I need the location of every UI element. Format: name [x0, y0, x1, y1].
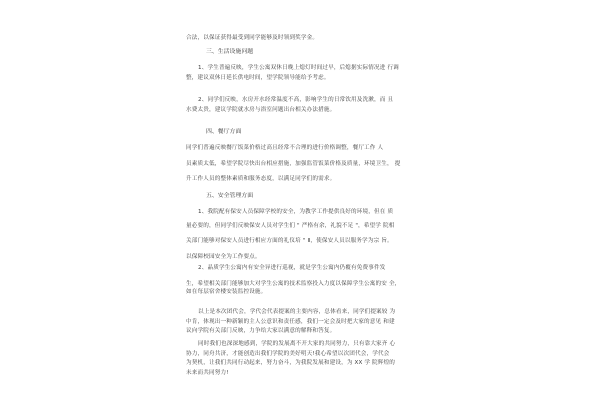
text-line: 升工作人员的整体素质和服务态度，以满足同学们的需求。 [186, 176, 336, 183]
text-line: 未来而共同努力! [186, 369, 229, 376]
text-line: 1、我院配有保安人员保障学校的安全，为教学工作提供良好的环境，但在 质 [198, 209, 394, 215]
text-line: 整，建议双休日延长供电时间，望学院领导能给予考虑。 [186, 74, 330, 81]
paragraph-5-1 [186, 208, 426, 262]
text-line: 以保障校园安全为工作要点。 [186, 253, 261, 260]
text-line: 合法，以保证获得最受到同学能够及时领到奖学金。 [186, 35, 319, 41]
text-line: 员素质太低，希望学院尽快出台相应措施，加强监管饭菜价格及质量，环境卫生， 提 [186, 160, 401, 167]
paragraph-continuation [186, 34, 426, 44]
text-line: 如在每层宿舍楼安装监控设施。 [186, 289, 267, 296]
paragraph-5-2 [186, 264, 426, 298]
text-line: 量必要的，但同学们反映保安人员对学生们 " 严格有余，礼貌不足 "，希望学 院相 [186, 222, 395, 229]
section-heading-4 [186, 128, 426, 138]
text-line: 同学们普遍反映餐厅饭菜价格过高且经常不合理的进行价格调整，餐厅工作 人 [186, 145, 384, 151]
heading-canteen: 四、餐厅方面 [206, 129, 242, 135]
paragraph-3-2 [186, 96, 426, 115]
paragraph-4 [186, 144, 426, 185]
text-line: 同时我们也深深地感到，学院的发展离不开大家的共同努力，只有靠大家齐 心 [198, 341, 396, 347]
text-line: 关部门能够对保安人员进行相应方面的礼仪培 " Ⅱ，使保安人员以服务学为宗 旨。 [186, 238, 393, 245]
section-heading-3 [186, 48, 426, 58]
text-line: 生，希望相关部门能够加大对学生公寓的技术监察投入力度以保障学生公寓的安 全， [186, 280, 401, 287]
text-line: 以上是本次团代会，学代会代表提案的主要内容，总体看来，同学们提案较 为 [198, 309, 396, 315]
text-line: 为契机，让我们共同行动起来，努力奋斗，为我院发展和建设，为 XX 学 院辉煌的 [186, 360, 396, 367]
text-line: 水费太贵，建议学院就水房与浴室问题出台相关办法措施。 [186, 106, 336, 113]
text-line: 议向学院有关部门反映，力争给大家以满意的解释和答复。 [186, 328, 336, 335]
text-line: 中肯，体现出一种新颖的主人公意识和责任感，我们一定会及时把大家的意见 和建 [186, 318, 395, 325]
heading-living-facilities: 三、生活设施问题 [206, 49, 254, 55]
section-heading-5 [186, 192, 426, 202]
text-line: 2、晶质学生公寓内有安全异进行巡视，就是学生公寓内仍覆有免费事件发 [198, 265, 386, 271]
text-line: 1、学生普遍反映，学生公寓双休日晚上熄灯时间过早，后熄据实际情况进 行调 [198, 65, 399, 71]
paragraph-closing [186, 340, 426, 378]
paragraph-summary [186, 308, 426, 337]
text-line: 2、同学们反映，水房开水经常温度不高，影响学生的日常饮用及洗漱，而 且 [198, 97, 394, 103]
paragraph-3-1 [186, 64, 426, 83]
heading-safety: 五、安全管理方面 [206, 193, 254, 199]
text-line: 协力，同舟共济，才能创造出我们学院的美好明天!我心希望以次团代会，学代会 [186, 350, 390, 357]
